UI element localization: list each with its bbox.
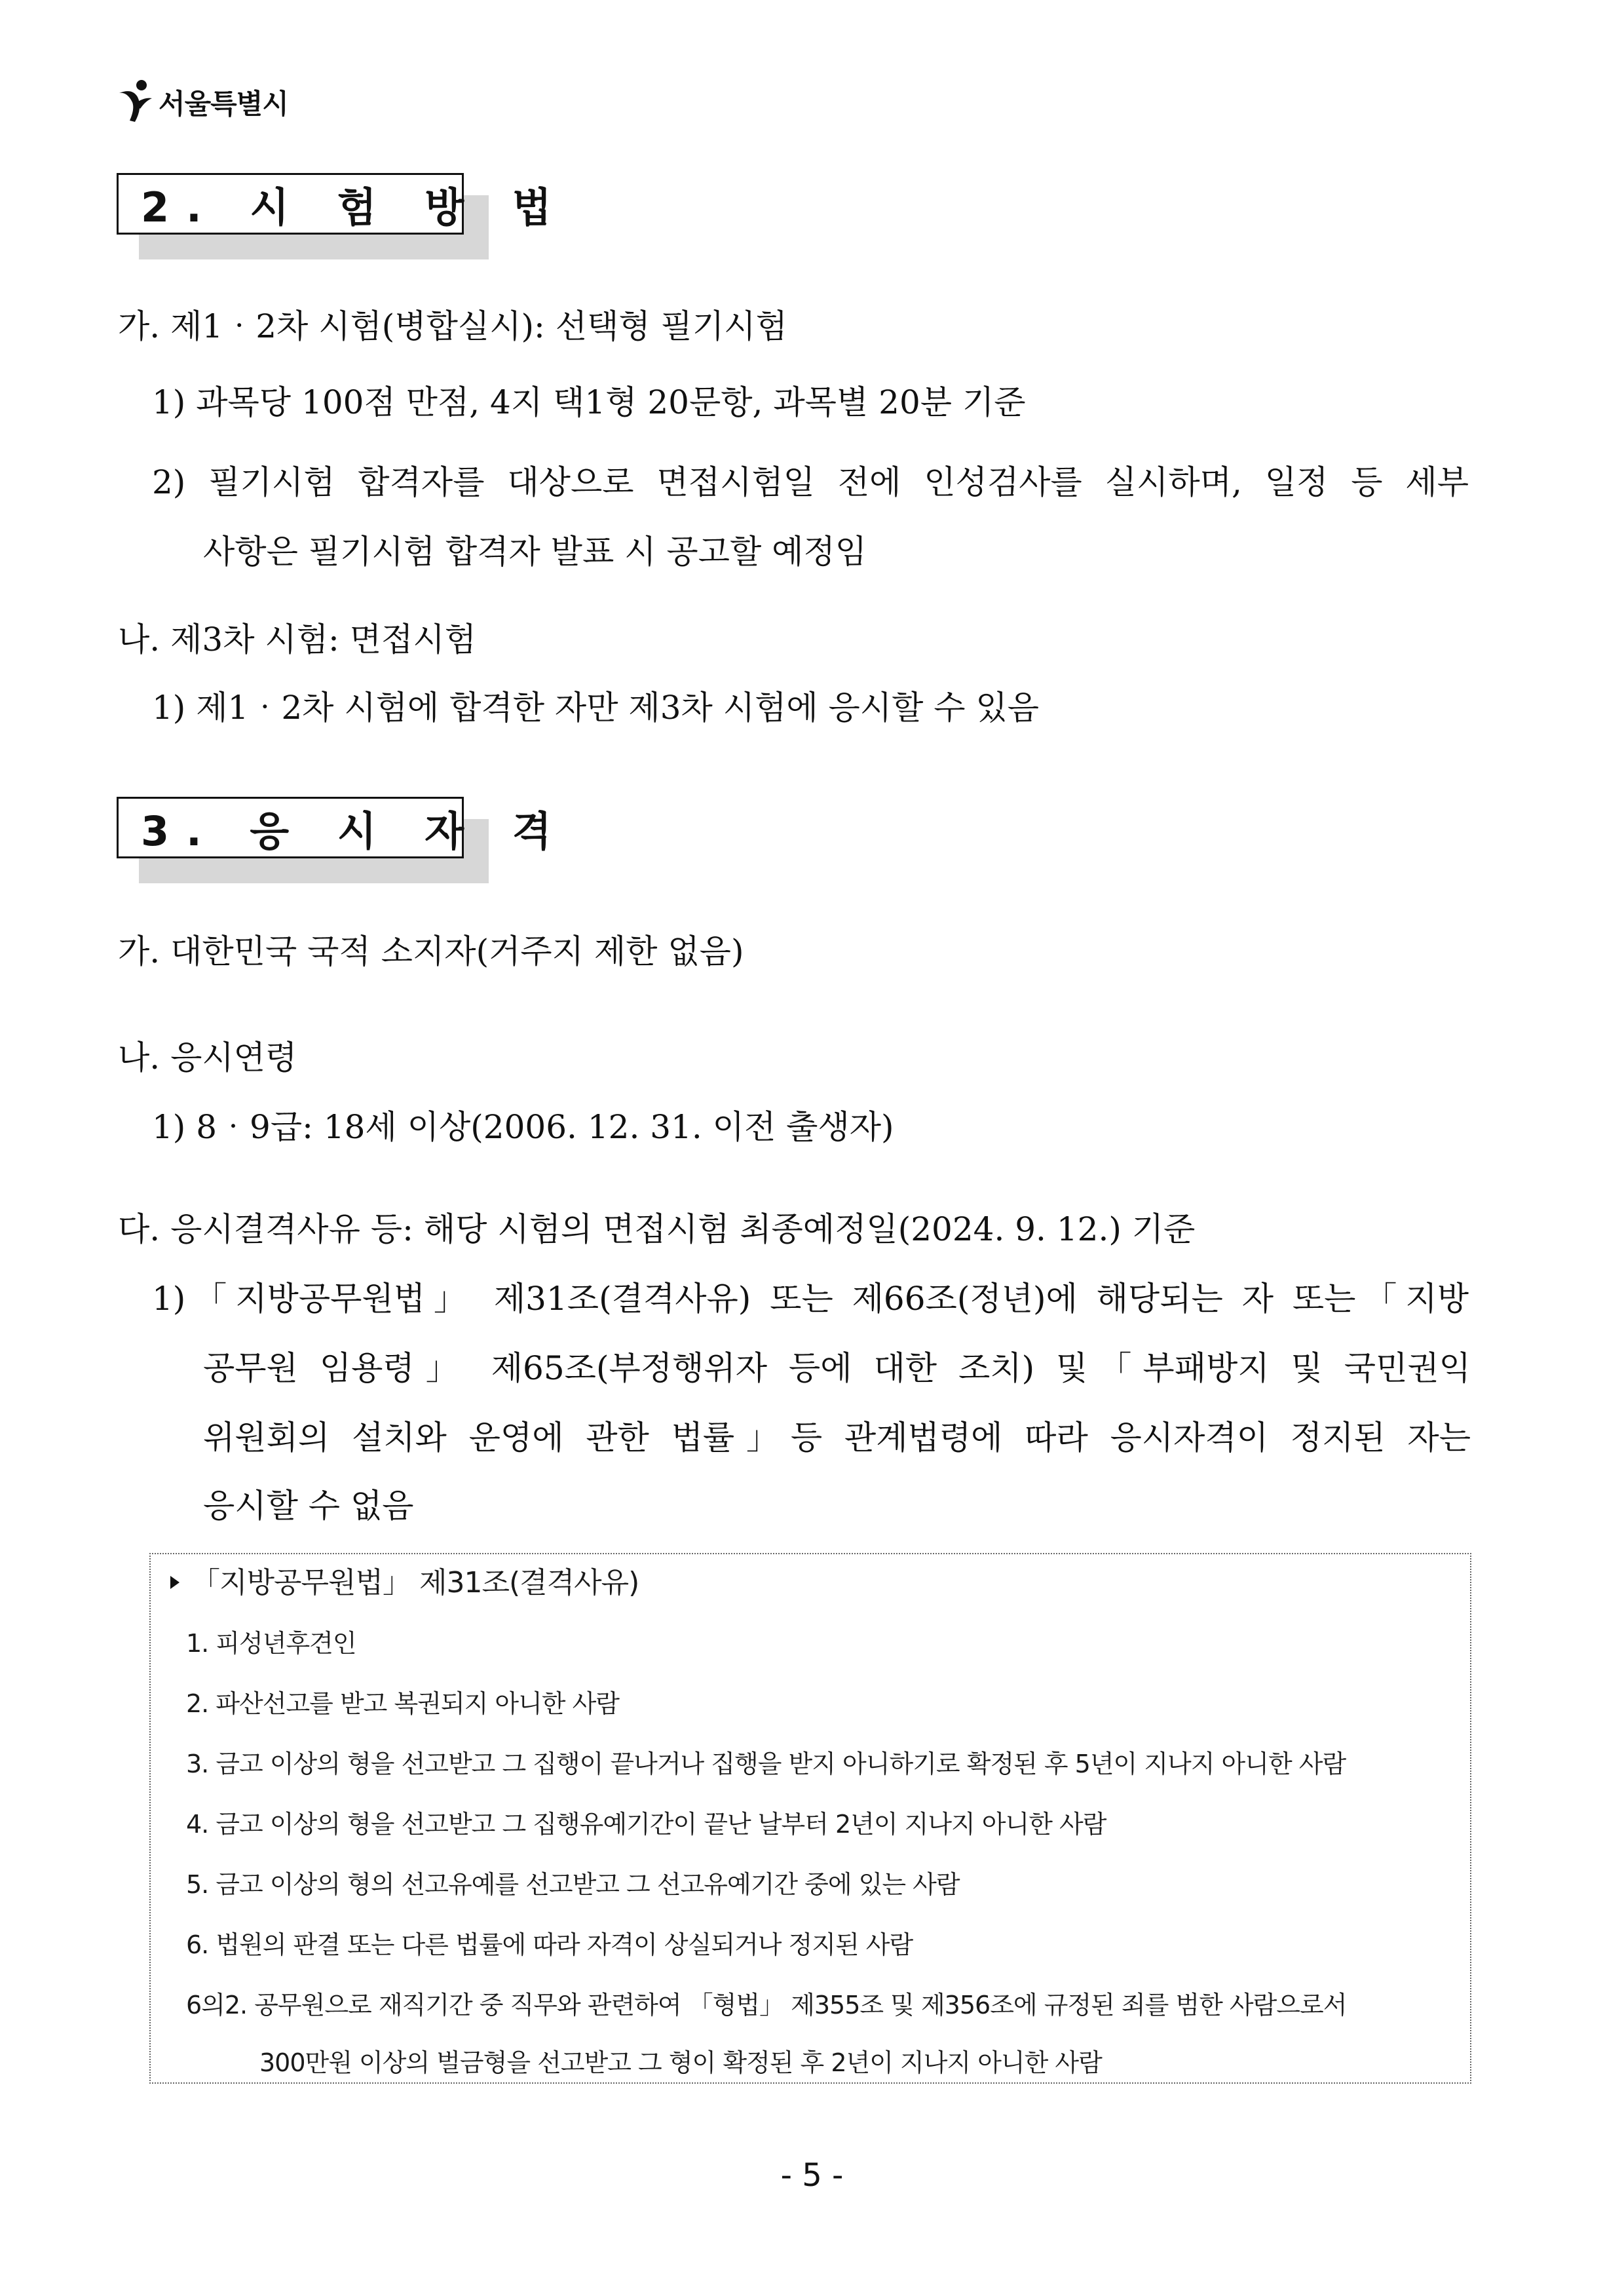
section-3-b-item-1: 1) 8‧9급: 18세 이상(2006. 12. 31. 이전 출생자) — [152, 1108, 894, 1146]
law-item-6-2-cont: 300만원 이상의 벌금형을 선고받고 그 형이 확정된 후 2년이 지나지 아니한 사람 — [259, 2048, 1102, 2077]
section-3-c-heading: 다. 응시결격사유 등: 해당 시험의 면접시험 최종예정일(2024. 9. 12.) 기준 — [118, 1210, 1196, 1248]
page-number: - 5 - — [780, 2157, 844, 2194]
section-3-title-box — [117, 797, 569, 861]
seoul-emblem-icon — [115, 79, 155, 126]
law-item-4: 4. 금고 이상의 형을 선고받고 그 집행유예기간이 끝난 날부터 2년이 지나지 아니한 사람 — [186, 1810, 1106, 1839]
section-2-a-heading: 가. 제1‧2차 시험(병합실시): 선택형 필기시험 — [118, 307, 787, 345]
section-2-a-item-2: 2) 필기시험 합격자를 대상으로 면접시험일 전에 인성검사를 실시하며, 일정 등 세부 — [152, 463, 1469, 501]
law-box-title — [170, 1567, 639, 1599]
section-2-b-item-1: 1) 제1‧2차 시험에 합격한 자만 제3차 시험에 응시할 수 있음 — [152, 689, 1040, 727]
law-item-6-2: 6의2. 공무원으로 재직기간 중 직무와 관련하여 「형법」 제355조 및 제356조에 규정된 죄를 범한 사람으로서 — [186, 1991, 1347, 2019]
section-3-c-item-1-cont-2: 위원회의 설치와 운영에 관한 법률」등 관계법령에 따라 응시자격이 정지된 자는 — [203, 1419, 1471, 1457]
seoul-logo — [115, 76, 288, 128]
section-3-c-item-1-cont-1: 공무원 임용령」 제65조(부정행위자 등에 대한 조치) 및「부패방지 및 국민권익 — [203, 1349, 1471, 1387]
law-item-5: 5. 금고 이상의 형의 선고유예를 선고받고 그 선고유예기간 중에 있는 사람 — [186, 1870, 960, 1899]
section-2-a-item-1: 1) 과목당 100점 만점, 4지 택1형 20문항, 과목별 20분 기준 — [152, 383, 1026, 421]
law-item-6: 6. 법원의 판결 또는 다른 법률에 따라 자격이 상실되거나 정지된 사람 — [186, 1930, 913, 1959]
section-3-b-heading: 나. 응시연령 — [118, 1039, 297, 1077]
law-item-2: 2. 파산선고를 받고 복권되지 아니한 사람 — [186, 1689, 619, 1718]
section-2-b-heading: 나. 제3차 시험: 면접시험 — [118, 621, 476, 659]
section-3-c-item-1-cont-3: 응시할 수 없음 — [203, 1487, 414, 1525]
law-excerpt-box — [149, 1553, 1471, 2084]
section-2-title: 2. 시 험 방 법 — [117, 173, 464, 235]
law-item-1: 1. 피성년후견인 — [186, 1629, 356, 1658]
section-3-title: 3. 응 시 자 격 — [117, 797, 464, 858]
triangle-bullet-icon — [170, 1576, 179, 1589]
logo-text: 서울특별시 — [159, 88, 288, 120]
section-3-a-heading: 가. 대한민국 국적 소지자(거주지 제한 없음) — [118, 932, 744, 970]
law-box-title-text: 「지방공무원법」 제31조(결격사유) — [191, 1566, 639, 1599]
law-item-3: 3. 금고 이상의 형을 선고받고 그 집행이 끝나거나 집행을 받지 아니하기로 확정된 후 5년이 지나지 아니한 사람 — [186, 1750, 1346, 1778]
section-3-c-item-1: 1)「지방공무원법」 제31조(결격사유) 또는 제66조(정년)에 해당되는 자 또는「지방 — [152, 1280, 1469, 1318]
section-2-title-box — [117, 173, 569, 237]
section-2-a-item-2-cont: 사항은 필기시험 합격자 발표 시 공고할 예정임 — [203, 533, 867, 571]
